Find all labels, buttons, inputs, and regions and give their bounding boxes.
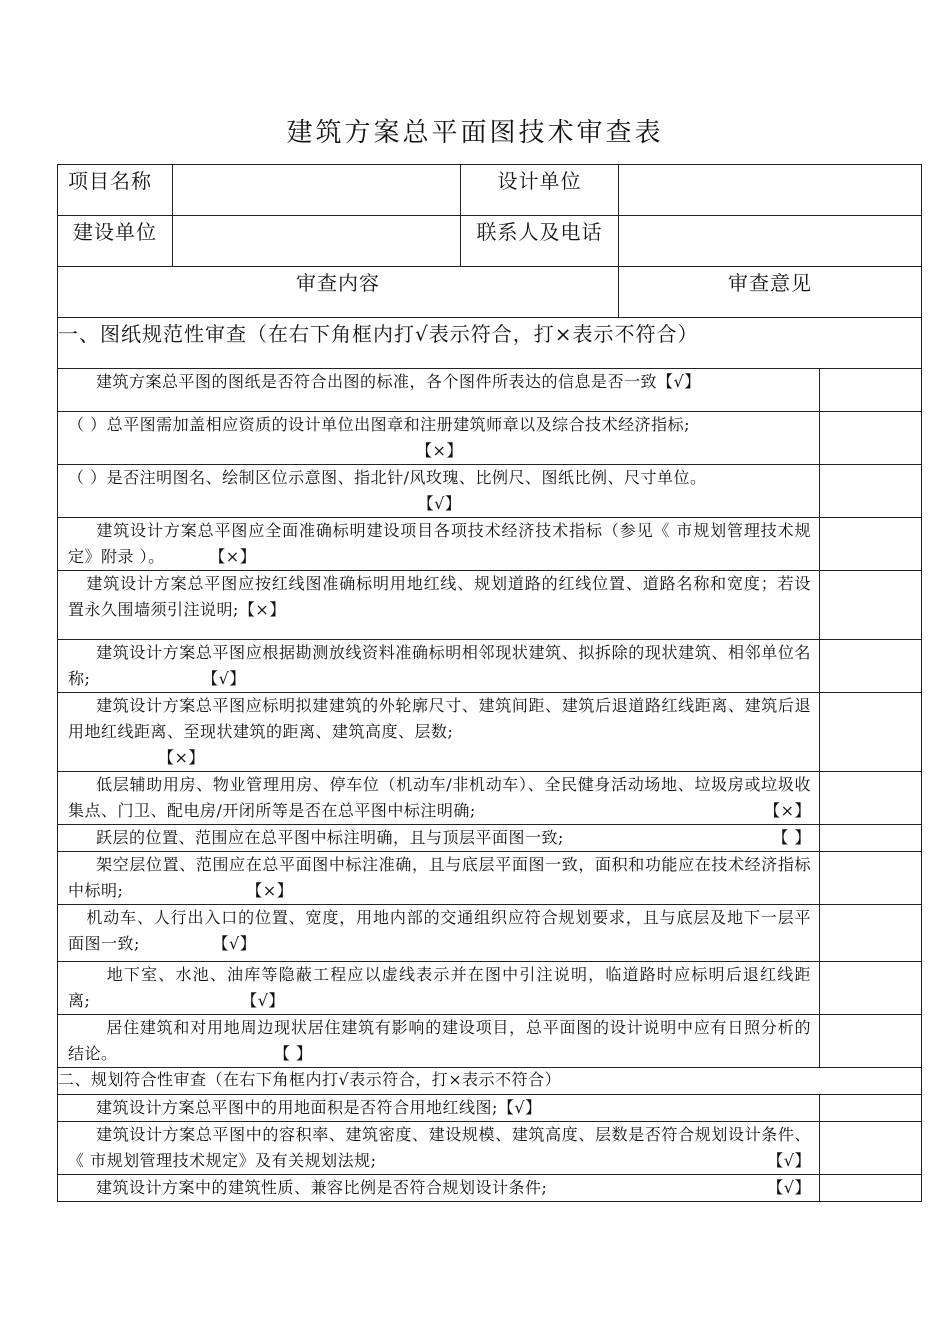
review-item bbox=[58, 640, 820, 693]
review-opinion-header: 审查意见 bbox=[619, 267, 922, 318]
check-mark[interactable]: 【 】 bbox=[772, 828, 811, 847]
check-mark[interactable]: 【√】 bbox=[212, 934, 257, 953]
project-row bbox=[58, 165, 922, 216]
check-mark[interactable]: 【×】 bbox=[158, 748, 205, 767]
review-item bbox=[58, 1095, 820, 1122]
page-title: 建筑方案总平面图技术审查表 bbox=[286, 118, 664, 148]
contact-label: 联系人及电话 bbox=[461, 216, 619, 267]
check-mark[interactable]: 【√】 bbox=[657, 372, 701, 391]
review-item-text: 建筑设计方案总平图中的容积率、建筑密度、建设规模、建筑高度、层数是否符合规划设计条件、《 市规划管理技术规定》及有关规划法规; bbox=[68, 1125, 811, 1170]
review-item bbox=[58, 1175, 820, 1202]
review-item-text: 建筑设计方案总平图应根据勘测放线资料准确标明相邻现状建筑、拟拆除的现状建筑、相邻单位名称; bbox=[68, 643, 811, 688]
opinion-cell[interactable] bbox=[820, 1015, 922, 1068]
review-item-text: 建筑方案总平图的图纸是否符合出图的标准，各个图件所表达的信息是否一致 bbox=[96, 372, 658, 391]
opinion-cell[interactable] bbox=[820, 640, 922, 693]
design-unit-field[interactable] bbox=[619, 165, 922, 216]
opinion-cell[interactable] bbox=[820, 571, 922, 640]
opinion-cell[interactable] bbox=[820, 693, 922, 772]
review-item bbox=[58, 693, 820, 772]
column-header-row bbox=[58, 267, 922, 318]
review-item-text: 建筑设计方案总平图应标明拟建建筑的外轮廓尺寸、建筑间距、建筑后退道路红线距离、建筑后退用地红线距离、至现状建筑的距离、建筑高度、层数; bbox=[68, 696, 811, 741]
construction-unit-label: 建设单位 bbox=[58, 216, 173, 267]
section1-heading-row bbox=[58, 318, 922, 369]
section2-heading: 二、规划符合性审查（在右下角框内打√表示符合，打×表示不符合） bbox=[58, 1068, 922, 1095]
review-item-text: 居住建筑和对用地周边现状居住建筑有影响的建设项目，总平面图的设计说明中应有日照分析的结论。 bbox=[68, 1018, 811, 1063]
section2-heading-row bbox=[58, 1068, 922, 1095]
table-row bbox=[58, 1122, 922, 1175]
opinion-cell[interactable] bbox=[820, 369, 922, 412]
table-row bbox=[58, 905, 922, 962]
table-row bbox=[58, 518, 922, 571]
table-row bbox=[58, 465, 922, 518]
check-mark[interactable]: 【√】 bbox=[241, 991, 285, 1010]
opinion-cell[interactable] bbox=[820, 905, 922, 962]
review-content-header: 审查内容 bbox=[58, 267, 619, 318]
review-item bbox=[58, 369, 820, 412]
review-item-text: 建筑设计方案中的建筑性质、兼容比例是否符合规划设计条件; bbox=[96, 1178, 548, 1197]
table-row bbox=[58, 825, 922, 852]
review-item bbox=[58, 772, 820, 825]
review-item-text: 机动车、人行出入口的位置、宽度，用地内部的交通组织应符合规划要求，且与底层及地下一层平面图一致; bbox=[68, 908, 811, 953]
review-item-text: 跃层的位置、范围应在总平图中标注明确，且与顶层平面图一致; bbox=[96, 828, 564, 847]
review-item-text: 架空层位置、范围应在总平面图中标注准确，且与底层平面图一致，面积和功能应在技术经济指标中标明; bbox=[68, 855, 811, 900]
section1-heading: 一、图纸规范性审查（在右下角框内打√表示符合，打×表示不符合） bbox=[58, 318, 922, 369]
table-row bbox=[58, 693, 922, 772]
table-row bbox=[58, 571, 922, 640]
review-item-text: 建筑设计方案总平图应全面准确标明建设项目各项技术经济技术指标（参见《 市规划管理技术规定》附录 ）。 bbox=[68, 521, 811, 566]
table-row bbox=[58, 962, 922, 1015]
table-row bbox=[58, 1175, 922, 1202]
contact-field[interactable] bbox=[619, 216, 922, 267]
project-name-label: 项目名称 bbox=[58, 165, 173, 216]
check-mark[interactable]: 【×】 bbox=[209, 547, 257, 566]
review-item bbox=[58, 412, 820, 465]
opinion-cell[interactable] bbox=[820, 1175, 922, 1202]
review-item-text: 建筑设计方案总平图中的用地面积是否符合用地红线图; bbox=[96, 1098, 498, 1117]
review-item bbox=[58, 518, 820, 571]
check-mark[interactable]: 【×】 bbox=[238, 600, 286, 619]
opinion-cell[interactable] bbox=[820, 962, 922, 1015]
review-item-text: 建筑设计方案总平图应按红线图准确标明用地红线、规划道路的红线位置、道路名称和宽度；若设置永久围墙须引注说明; bbox=[68, 574, 811, 619]
opinion-cell[interactable] bbox=[820, 518, 922, 571]
opinion-cell[interactable] bbox=[820, 412, 922, 465]
table-row bbox=[58, 369, 922, 412]
opinion-cell[interactable] bbox=[820, 852, 922, 905]
review-item bbox=[58, 852, 820, 905]
review-item bbox=[58, 571, 820, 640]
review-table bbox=[57, 164, 922, 1202]
table-row bbox=[58, 772, 922, 825]
review-item-text: 低层辅助用房、物业管理用房、停车位（机动车/非机动车）、全民健身活动场地、垃圾房或垃圾收集点、门卫、配电房/开闭所等是否在总平图中标注明确; bbox=[68, 775, 811, 820]
check-mark[interactable]: 【√】 bbox=[417, 494, 462, 513]
table-row bbox=[58, 1095, 922, 1122]
review-item bbox=[58, 465, 820, 518]
check-mark[interactable]: 【√】 bbox=[202, 669, 246, 688]
check-mark[interactable]: 【√】 bbox=[767, 1178, 811, 1197]
check-mark[interactable]: 【×】 bbox=[416, 441, 463, 460]
review-item bbox=[58, 1015, 820, 1068]
check-mark[interactable]: 【√】 bbox=[497, 1098, 542, 1117]
construction-unit-field[interactable] bbox=[173, 216, 461, 267]
project-name-field[interactable] bbox=[173, 165, 461, 216]
opinion-cell[interactable] bbox=[820, 1122, 922, 1175]
opinion-cell[interactable] bbox=[820, 772, 922, 825]
unit-row bbox=[58, 216, 922, 267]
table-row bbox=[58, 1015, 922, 1068]
review-item bbox=[58, 905, 820, 962]
review-item-text: （ ）总平图需加盖相应资质的设计单位出图章和注册建筑师章以及综合技术经济指标; bbox=[68, 415, 690, 434]
check-mark[interactable]: 【×】 bbox=[764, 801, 811, 820]
review-item bbox=[58, 1122, 820, 1175]
table-row bbox=[58, 640, 922, 693]
review-item bbox=[58, 962, 820, 1015]
review-item-text: （ ）是否注明图名、绘制区位示意图、指北针/风玫瑰、比例尺、图纸比例、尺寸单位。 bbox=[68, 468, 707, 487]
opinion-cell[interactable] bbox=[820, 465, 922, 518]
table-row bbox=[58, 412, 922, 465]
opinion-cell[interactable] bbox=[820, 825, 922, 852]
review-item bbox=[58, 825, 820, 852]
design-unit-label: 设计单位 bbox=[461, 165, 619, 216]
review-item-text: 地下室、水池、油库等隐蔽工程应以虚线表示并在图中引注说明，临道路时应标明后退红线距离; bbox=[68, 965, 811, 1010]
opinion-cell[interactable] bbox=[820, 1095, 922, 1122]
check-mark[interactable]: 【√】 bbox=[767, 1151, 811, 1170]
check-mark[interactable]: 【×】 bbox=[246, 881, 294, 900]
table-row bbox=[58, 852, 922, 905]
check-mark[interactable]: 【 】 bbox=[273, 1044, 313, 1063]
